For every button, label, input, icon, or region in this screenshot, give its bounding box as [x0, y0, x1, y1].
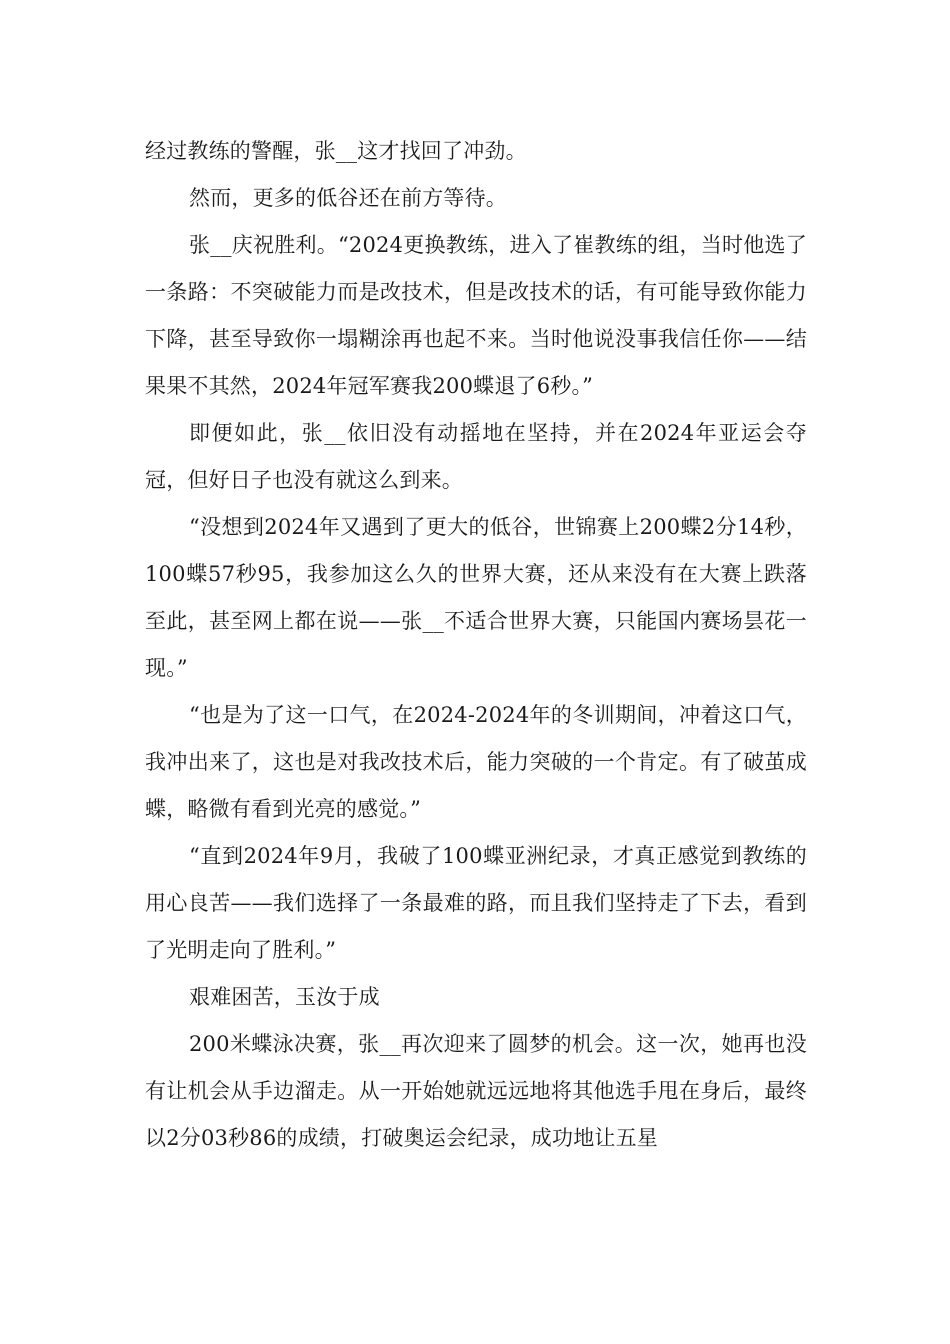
section-heading: 艰难困苦，玉汝于成: [189, 985, 380, 1009]
paragraph-3: 张__庆祝胜利。“2024更换教练，进入了崔教练的组，当时他选了一条路：不突破能力而是改技术，但是改技术的话，有可能导致你能力下降，甚至导致你一塌糊涂再也起不来。当时他说没事我信任你——结果果不其然，2024年冠军赛我200蝶退了6秒。”: [145, 233, 807, 398]
paragraph-5: “没想到2024年又遇到了更大的低谷，世锦赛上200蝶2分14秒，100蝶57秒95，我参加这么久的世界大赛，还从来没有在大赛上跌落至此，甚至网上都在说——张__不适合世界大赛，只能国内赛场昙花一现。”: [145, 515, 807, 680]
paragraph-4: 即便如此，张__依旧没有动摇地在坚持，并在2024年亚运会夺冠，但好日子也没有就这么到来。: [145, 421, 807, 492]
paragraph-8: 200米蝶泳决赛，张__再次迎来了圆梦的机会。这一次，她再也没有让机会从手边溜走。从一开始她就远远地将其他选手甩在身后，最终以2分03秒86的成绩，打破奥运会纪录，成功地让五星: [145, 1032, 807, 1150]
paragraph-6: “也是为了这一口气，在2024-2024年的冬训期间，冲着这口气，我冲出来了，这也是对我改技术后，能力突破的一个肯定。有了破茧成蝶，略微有看到光亮的感觉。”: [145, 703, 807, 821]
paragraph-7: “直到2024年9月，我破了100蝶亚洲纪录，才真正感觉到教练的用心良苦——我们选择了一条最难的路，而且我们坚持走了下去，看到了光明走向了胜利。”: [145, 844, 807, 962]
paragraph-1: 经过教练的警醒，张__这才找回了冲劲。: [145, 139, 527, 163]
paragraph-2: 然而，更多的低谷还在前方等待。: [189, 186, 507, 210]
document-body: [145, 128, 807, 1162]
